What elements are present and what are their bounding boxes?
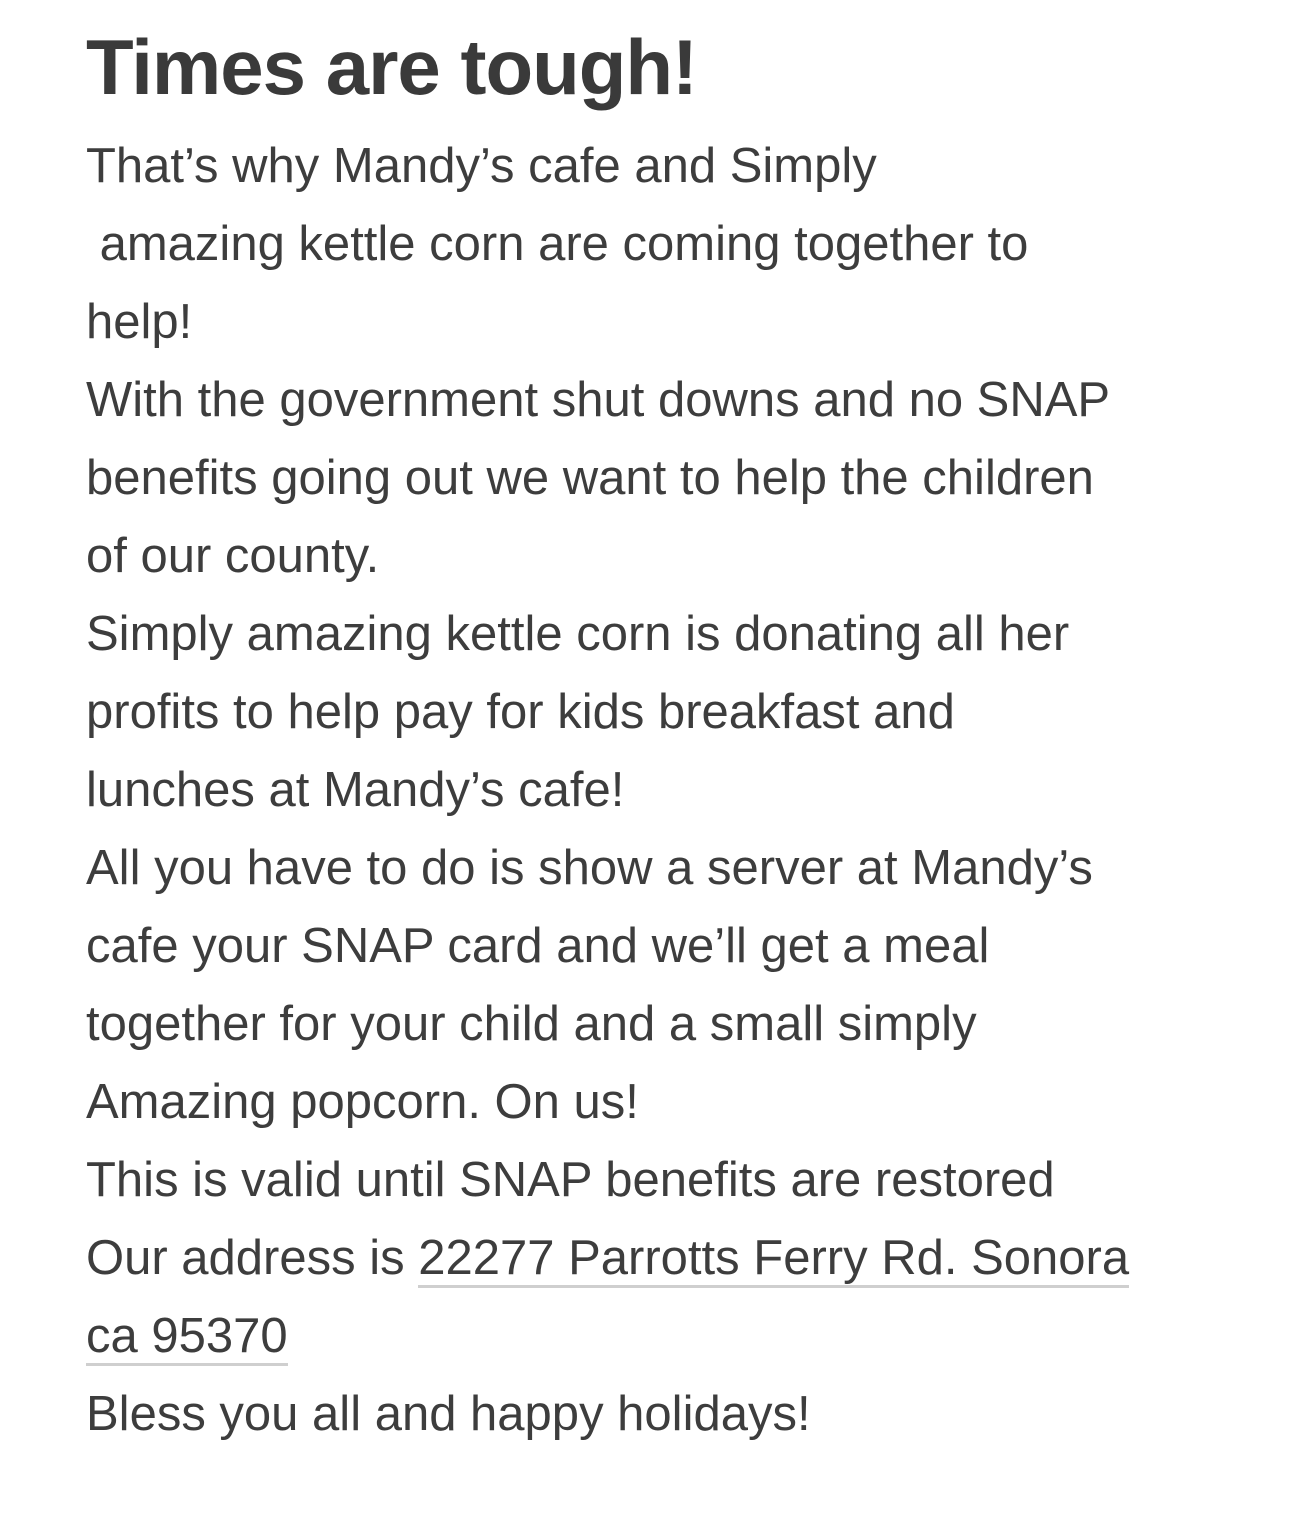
note-line: lunches at Mandy’s cafe! (86, 763, 625, 817)
note-line: cafe your SNAP card and we’ll get a meal (86, 919, 990, 973)
closing-line: Bless you all and happy holidays! (86, 1387, 811, 1441)
note-line: With the government shut downs and no SNAP (86, 373, 1111, 427)
address-link-continued[interactable]: ca 95370 (86, 1309, 288, 1366)
note-line: together for your child and a small simply (86, 997, 977, 1051)
note-line: amazing kettle corn are coming together to (86, 217, 1029, 271)
note-line: Simply amazing kettle corn is donating all her (86, 607, 1070, 661)
note-line: profits to help pay for kids breakfast and (86, 685, 955, 739)
note-content (86, 22, 1216, 1453)
address-link[interactable]: 22277 Parrotts Ferry Rd. Sonora (418, 1231, 1129, 1288)
note-body (86, 127, 1216, 1453)
address-line (86, 1219, 1216, 1297)
note-line: benefits going out we want to help the children (86, 451, 1094, 505)
note-line: All you have to do is show a server at Mandy’s (86, 841, 1093, 895)
address-prefix: Our address is (86, 1231, 419, 1285)
note-line: Amazing popcorn. On us! (86, 1075, 639, 1129)
note-line: help! (86, 295, 193, 349)
note-line: That’s why Mandy’s cafe and Simply (86, 139, 877, 193)
note-title: Times are tough! (86, 23, 698, 111)
note-line: of our county. (86, 529, 380, 583)
note-line: This is valid until SNAP benefits are restored (86, 1153, 1055, 1207)
address-line-continued (86, 1297, 1216, 1375)
